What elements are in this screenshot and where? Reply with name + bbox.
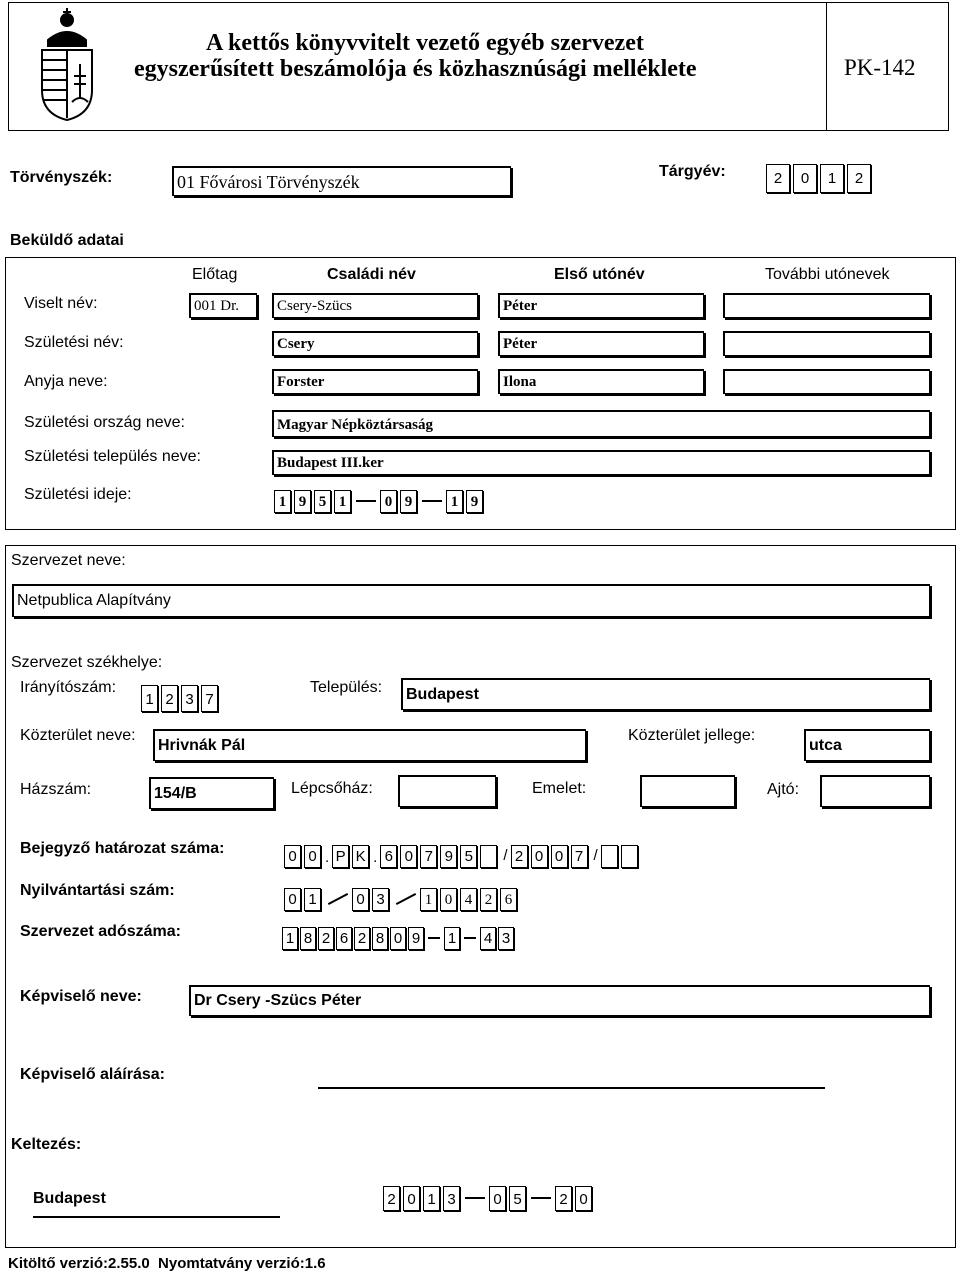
separator-dot: . — [373, 849, 378, 866]
street-field[interactable]: Hrivnák Pál — [153, 729, 586, 761]
street-type-label: Közterület jellege: — [628, 727, 756, 744]
mother-family-field[interactable]: Forster — [272, 369, 478, 394]
birth-day-digit: 1 — [446, 490, 463, 513]
stair-field[interactable] — [398, 775, 496, 807]
stair-label: Lépcsőház: — [291, 780, 373, 797]
tax-boxes[interactable] — [282, 927, 516, 950]
court-label: Törvényszék: — [10, 169, 113, 186]
rep-name-field[interactable]: Dr Csery -Szücs Péter — [189, 985, 930, 1016]
reg-decision-char: 0 — [400, 845, 417, 868]
reg-number-char: 4 — [460, 888, 477, 911]
reg-decision-char: 0 — [304, 845, 321, 868]
date-separator — [465, 1197, 485, 1199]
tax-separator — [428, 937, 440, 939]
birth-country-field[interactable]: Magyar Népköztársaság — [272, 410, 930, 437]
tax-digit: 2 — [354, 927, 370, 950]
mother-first-field[interactable]: Ilona — [498, 369, 704, 394]
separator-slash: / — [503, 847, 508, 864]
rep-name-label: Képviselő neve: — [20, 988, 142, 1005]
reg-decision-char — [480, 845, 497, 868]
reg-decision-char: 5 — [460, 845, 477, 868]
dating-day-digit: 0 — [575, 1186, 592, 1211]
dating-month-digit: 5 — [509, 1186, 526, 1211]
birth-month-digit: 0 — [380, 490, 397, 513]
reg-number-char: 0 — [284, 888, 301, 911]
zip-digit: 3 — [181, 685, 198, 712]
city-label: Település: — [310, 679, 383, 696]
signature-line[interactable] — [318, 1087, 825, 1089]
separator-diagonal — [396, 893, 416, 905]
reg-number-char: 0 — [352, 888, 369, 911]
tax-digit: 1 — [444, 927, 460, 950]
reg-decision-char: K — [352, 845, 369, 868]
reg-number-char: 1 — [304, 888, 321, 911]
coat-of-arms-icon — [28, 6, 106, 124]
tax-digit: 1 — [282, 927, 298, 950]
court-field[interactable]: 01 Fővárosi Törvényszék — [172, 166, 511, 196]
date-separator — [356, 500, 376, 502]
birth-place-label: Születési település neve: — [24, 448, 201, 465]
separator-dot: . — [325, 849, 330, 866]
reg-decision-char: 7 — [420, 845, 437, 868]
reg-decision-char: 9 — [440, 845, 457, 868]
reg-number-char: 1 — [420, 888, 437, 911]
rep-signature-label: Képviselő aláírása: — [20, 1066, 165, 1083]
door-field[interactable] — [820, 775, 930, 807]
birth-place-field[interactable]: Budapest III.ker — [272, 450, 930, 475]
birth-country-label: Születési ország neve: — [24, 414, 185, 431]
zip-boxes[interactable] — [141, 685, 221, 712]
birth-first-field[interactable]: Péter — [498, 331, 704, 356]
birth-year-digit: 1 — [274, 490, 291, 513]
reg-decision-char: 2 — [511, 845, 528, 868]
date-separator — [531, 1197, 551, 1199]
tax-digit: 8 — [372, 927, 388, 950]
dating-year-digit: 2 — [383, 1186, 400, 1211]
reg-number-char: 2 — [480, 888, 497, 911]
dating-place-line — [33, 1216, 280, 1218]
reg-decision-char: 0 — [284, 845, 301, 868]
dating-year-digit: 3 — [443, 1186, 460, 1211]
separator-diagonal — [328, 893, 348, 905]
version-footer: Kitöltő verzió:2.55.0 Nyomtatvány verzió:1.6 — [8, 1255, 326, 1272]
birth-year-digit: 1 — [334, 490, 351, 513]
mother-name-label: Anyja neve: — [24, 373, 108, 390]
dating-month-digit: 0 — [489, 1186, 506, 1211]
house-field[interactable]: 154/B — [149, 777, 274, 809]
birth-name-label: Születési név: — [24, 334, 124, 351]
worn-name-label: Viselt név: — [24, 295, 98, 312]
mother-other-field[interactable] — [723, 369, 930, 394]
tax-digit: 4 — [480, 927, 496, 950]
year-boxes[interactable] — [766, 164, 874, 193]
reg-decision-char: 0 — [531, 845, 548, 868]
tax-digit: 8 — [300, 927, 316, 950]
door-label: Ajtó: — [767, 781, 800, 798]
birth-other-field[interactable] — [723, 331, 930, 356]
year-digit: 2 — [766, 164, 790, 193]
tax-digit: 6 — [336, 927, 352, 950]
reg-decision-char: 6 — [380, 845, 397, 868]
col-family: Családi név — [327, 266, 416, 283]
floor-field[interactable] — [640, 775, 735, 807]
tax-digit: 3 — [498, 927, 514, 950]
sender-title: Beküldő adatai — [10, 232, 124, 249]
reg-decision-char: 7 — [571, 845, 588, 868]
dating-day-digit: 2 — [555, 1186, 572, 1211]
dating-place[interactable]: Budapest — [33, 1190, 106, 1207]
dating-date-boxes[interactable] — [383, 1186, 595, 1211]
zip-digit: 1 — [141, 685, 158, 712]
form-title-line2: egyszerűsített beszámolója és közhasznúsági melléklete — [134, 56, 697, 82]
tax-label: Szervezet adószáma: — [20, 923, 181, 940]
birth-month-digit: 9 — [400, 490, 417, 513]
header-divider — [826, 2, 827, 131]
col-other: További utónevek — [765, 266, 890, 283]
tax-separator — [464, 937, 476, 939]
birth-family-field[interactable]: Csery — [272, 331, 478, 356]
year-digit: 0 — [793, 164, 817, 193]
tax-digit: 2 — [318, 927, 334, 950]
org-name-field[interactable]: Netpublica Alapítvány — [12, 584, 930, 617]
date-separator — [422, 500, 442, 502]
reg-number-boxes[interactable] — [284, 888, 520, 911]
zip-digit: 2 — [161, 685, 178, 712]
birth-date-boxes[interactable] — [274, 490, 486, 513]
reg-decision-label: Bejegyző határozat száma: — [20, 840, 225, 857]
separator-slash: / — [593, 847, 598, 864]
org-name-label: Szervezet neve: — [11, 552, 126, 569]
year-digit: 1 — [820, 164, 844, 193]
reg-decision-char: P — [332, 845, 349, 868]
city-field[interactable]: Budapest — [401, 678, 930, 710]
street-type-field[interactable]: utca — [804, 729, 930, 761]
reg-decision-char — [621, 845, 638, 868]
zip-label: Irányítószám: — [20, 679, 117, 696]
reg-decision-boxes[interactable] — [284, 845, 641, 868]
form-title-line1: A kettős könyvvitelt vezető egyéb szervezet — [206, 30, 644, 56]
dating-year-digit: 1 — [423, 1186, 440, 1211]
dating-year-digit: 0 — [403, 1186, 420, 1211]
reg-decision-char: 0 — [551, 845, 568, 868]
reg-number-label: Nyilvántartási szám: — [20, 882, 175, 899]
year-label: Tárgyév: — [659, 163, 726, 180]
col-first: Első utónév — [554, 266, 645, 283]
birth-year-digit: 5 — [314, 490, 331, 513]
reg-decision-char — [601, 845, 618, 868]
house-label: Házszám: — [20, 781, 92, 798]
floor-label: Emelet: — [532, 780, 587, 797]
form-code: PK-142 — [844, 55, 916, 80]
tax-digit: 0 — [390, 927, 406, 950]
year-digit: 2 — [847, 164, 871, 193]
reg-number-char: 0 — [440, 888, 457, 911]
birth-year-digit: 9 — [294, 490, 311, 513]
worn-other-field[interactable] — [723, 293, 930, 318]
zip-digit: 7 — [201, 685, 218, 712]
col-prefix: Előtag — [192, 266, 238, 283]
dating-label: Keltezés: — [11, 1136, 82, 1153]
worn-family-field[interactable]: Csery-Szücs — [272, 293, 478, 318]
worn-first-field[interactable]: Péter — [498, 293, 704, 318]
reg-number-char: 3 — [372, 888, 389, 911]
birth-day-digit: 9 — [466, 490, 483, 513]
org-seat-label: Szervezet székhelye: — [11, 654, 163, 671]
street-label: Közterület neve: — [20, 727, 136, 744]
tax-digit: 9 — [408, 927, 424, 950]
reg-number-char: 6 — [500, 888, 517, 911]
worn-prefix-field[interactable]: 001 Dr. — [189, 293, 257, 318]
birth-date-label: Születési ideje: — [24, 486, 132, 503]
